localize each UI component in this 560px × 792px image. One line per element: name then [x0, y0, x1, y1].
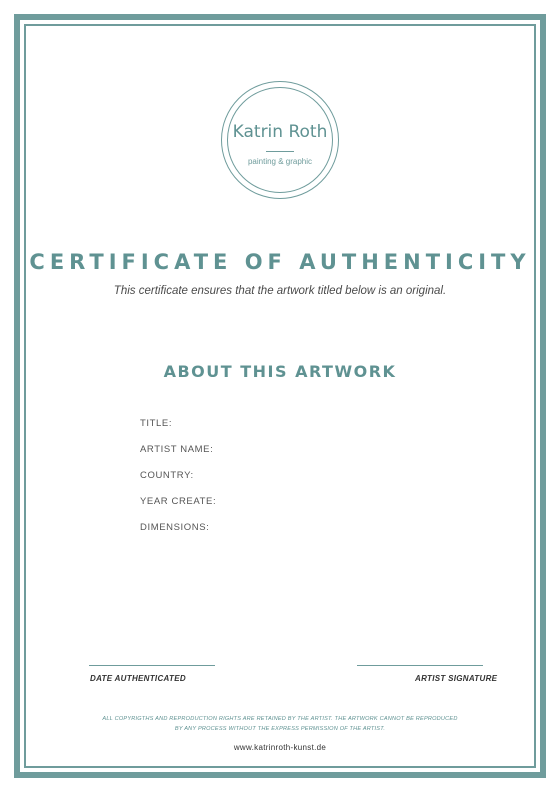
logo-divider: [266, 151, 294, 152]
field-title-label: TITLE:: [140, 418, 173, 429]
logo-tagline: painting & graphic: [247, 157, 313, 166]
copyright-line-1: ALL COPYRIGTHS AND REPRODUCTION RIGHTS ARE RETAINED BY THE ARTIST. THE ARTWORK CANNOT BE REPRODUCED: [102, 716, 458, 722]
date-authenticated-label: DATE AUTHENTICATED: [90, 674, 186, 683]
artwork-fields: [140, 418, 216, 548]
certificate-title: CERTIFICATE OF AUTHENTICITY: [29, 250, 531, 274]
artwork-section-heading: ABOUT THIS ARTWORK: [163, 362, 397, 381]
field-dimensions-label: DIMENSIONS:: [140, 522, 210, 533]
field-country-label: COUNTRY:: [140, 470, 194, 481]
date-signature-line: [89, 665, 215, 666]
field-year-label: YEAR CREATE:: [140, 496, 217, 507]
website-link[interactable]: www.katrinroth-kunst.de: [233, 743, 327, 752]
certificate-subtitle: This certificate ensures that the artwork titled below is an original.: [113, 285, 447, 297]
artist-signature-label: ARTIST SIGNATURE: [415, 674, 498, 683]
logo-artist-name: Katrin Roth: [232, 122, 328, 142]
copyright-notice: [0, 714, 560, 734]
copyright-line-2: BY ANY PROCESS WITHOUT THE EXPRESS PERMISSION OF THE ARTIST.: [174, 726, 386, 732]
artist-signature-line: [357, 665, 483, 666]
field-artist-name-label: ARTIST NAME:: [140, 444, 214, 455]
